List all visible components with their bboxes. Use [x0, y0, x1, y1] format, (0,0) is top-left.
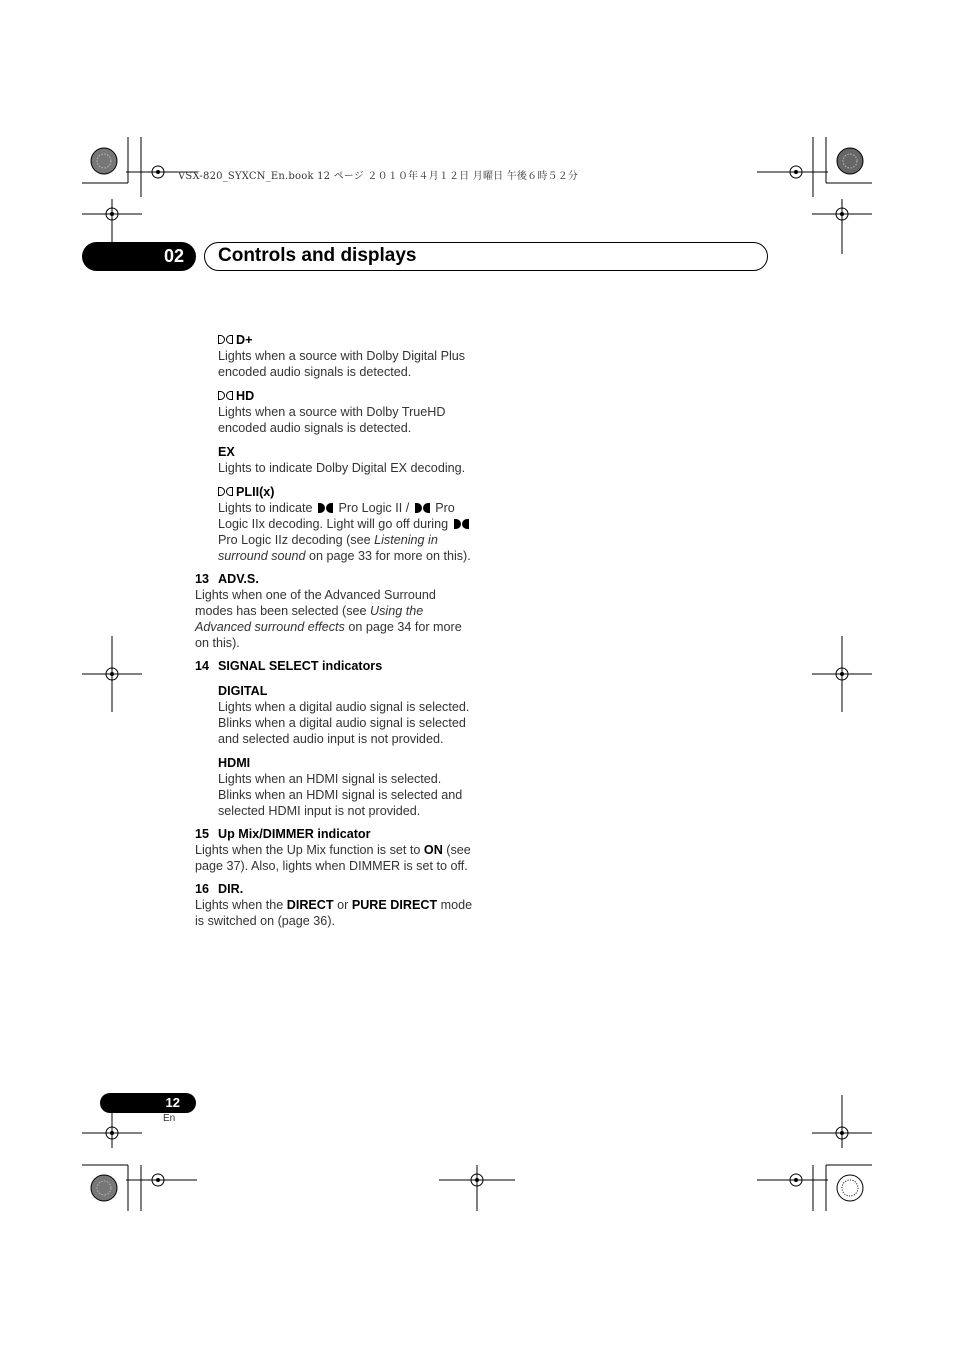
item-13-reference-link[interactable]: Using the Advanced surround effects	[195, 604, 424, 634]
ex-heading: EX	[218, 445, 235, 459]
dd-hd-heading: HD	[218, 388, 475, 404]
dolby-double-d-icon	[218, 335, 236, 345]
page-number: 12	[100, 1093, 196, 1113]
book-info: VSX-820_SYXCN_En.book 12 ページ ２０１０年４月１２日 月曜日 午後６時５２分	[178, 171, 579, 182]
dd-plus-text: Lights when a source with Dolby Digital Plus encoded audio signals is detected.	[218, 349, 466, 379]
dolby-double-d-icon	[218, 391, 236, 401]
dd-plus-heading: D+	[218, 332, 475, 348]
dolby-double-d-icon	[415, 503, 430, 513]
item-13-heading: 13 ADV.S.	[195, 572, 259, 586]
hdmi-heading: HDMI	[218, 756, 251, 770]
digital-text-2: Blinks when a digital audio signal is selected and selected audio input is not provided.	[218, 716, 466, 746]
item-15-text: Lights when the Up Mix function is set to ON (see page 37). Also, lights when DIMMER is set to off.	[195, 843, 471, 873]
page-language: En	[163, 1113, 176, 1124]
chapter-title: Controls and displays	[204, 242, 768, 271]
dolby-double-d-icon	[218, 487, 236, 497]
pl2x-text: Lights to indicate Pro Logic II / Pro Logic IIx decoding. Light will go off during Pro Logic IIz decoding (see Listening in surround sound on page 33 for more on this).	[218, 501, 471, 563]
hdmi-text-1: Lights when an HDMI signal is selected.	[218, 772, 442, 786]
item-14-heading: 14 SIGNAL SELECT indicators	[195, 659, 383, 673]
dd-hd-text: Lights when a source with Dolby TrueHD encoded audio signals is detected.	[218, 405, 446, 435]
pl2x-heading: PLII(x)	[218, 484, 475, 500]
digital-heading: DIGITAL	[218, 684, 268, 698]
dd-plus-section	[218, 332, 475, 564]
signal-select-section	[218, 683, 475, 819]
dolby-double-d-icon	[454, 519, 469, 529]
item-13-text: Lights when one of the Advanced Surround modes has been selected (see Using the Advanced surround effects on page 34 for more on this).	[195, 588, 462, 650]
ex-text: Lights to indicate Dolby Digital EX decoding.	[218, 461, 466, 475]
item-15-heading: 15 Up Mix/DIMMER indicator	[195, 827, 371, 841]
dolby-double-d-icon	[318, 503, 333, 513]
digital-text-1: Lights when a digital audio signal is selected.	[218, 700, 470, 714]
hdmi-text-2: Blinks when an HDMI signal is selected and selected HDMI input is not provided.	[218, 788, 463, 818]
item-16-heading: 16 DIR.	[195, 882, 244, 896]
chapter-number: 02	[82, 242, 196, 271]
pl2x-reference-link[interactable]: Listening in surround sound	[218, 533, 438, 563]
content-column	[195, 332, 475, 929]
item-16-text: Lights when the DIRECT or PURE DIRECT mode is switched on (page 36).	[195, 898, 473, 928]
